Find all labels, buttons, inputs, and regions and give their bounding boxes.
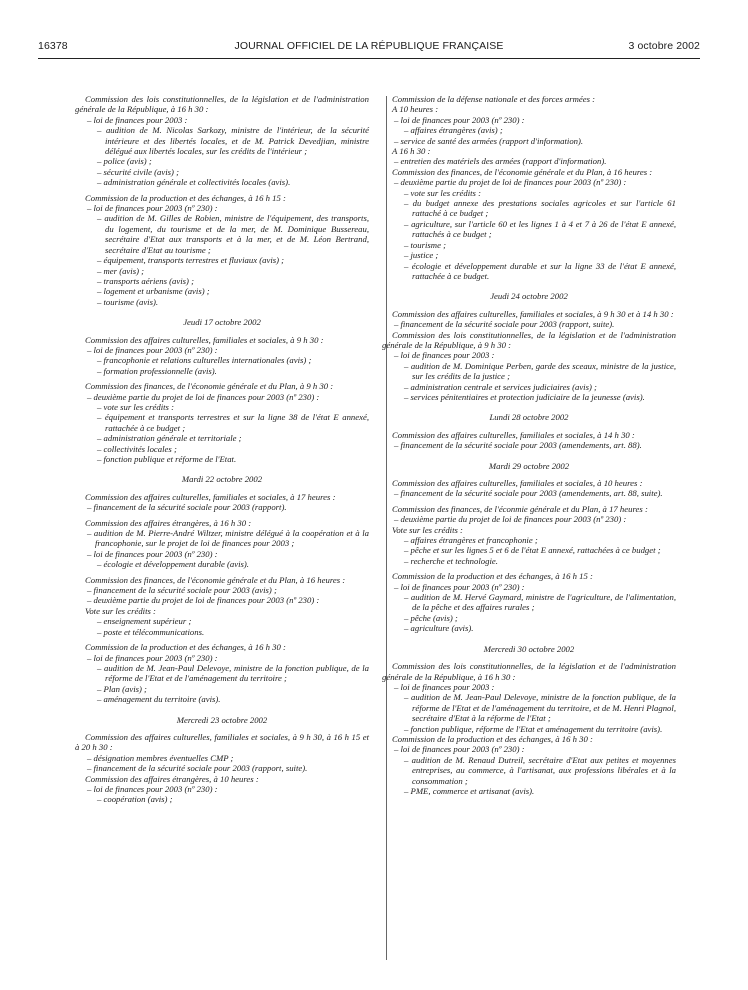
agenda-item: – deuxième partie du projet de loi de finances pour 2003 (nº 230) : xyxy=(394,514,627,525)
page-header xyxy=(38,40,700,56)
agenda-subitem: – écologie et développement durable (avis). xyxy=(97,559,249,570)
agenda-subitem: – poste et télécommunications. xyxy=(97,626,205,637)
agenda-item: – audition de M. Pierre-André Wiltzer, ministre délégué à la coopération et à la francophonie, sur le projet de loi de finances pour 2003 ; xyxy=(87,528,369,549)
agenda-subitem: – pêche (avis) ; xyxy=(404,612,458,623)
agenda-subitem: – collectivités locales ; xyxy=(97,443,177,454)
commission-heading: Vote sur les crédits : xyxy=(392,524,463,535)
agenda-subitem: – transports aériens (avis) ; xyxy=(97,275,195,286)
agenda-subitem: – justice ; xyxy=(404,250,439,261)
commission-heading: Commission des lois constitutionnelles, de la législation et de l'administration générale de la République, à 16 h 30 : xyxy=(382,661,676,682)
agenda-subitem: – francophonie et relations culturelles internationales (avis) ; xyxy=(97,355,312,366)
agenda-subitem: – sécurité civile (avis) ; xyxy=(97,166,180,177)
day-heading: Mercredi 30 octobre 2002 xyxy=(483,643,575,654)
agenda-subitem: – équipement, transports terrestres et fluviaux (avis) ; xyxy=(97,255,285,266)
commission-heading: Commission des affaires étrangères, à 10 heures : xyxy=(85,773,259,784)
commission-heading: Commission des lois constitutionnelles, de la législation et de l'administration générale de la République, à 9 h 30 : xyxy=(382,329,676,350)
agenda-subitem: – équipement et transports terrestres et sur la ligne 38 de l'état E annexé, rattachée à ce budget ; xyxy=(97,412,369,433)
commission-heading: Commission des lois constitutionnelles, de la législation et de l'administration générale de la République, à 16 h 30 : xyxy=(75,94,369,115)
commission-heading: Commission des finances, de l'économie générale et du Plan, à 16 heures : xyxy=(85,574,346,585)
commission-heading: Commission des affaires culturelles, familiales et sociales, à 9 h 30 : xyxy=(85,334,324,345)
agenda-subitem: – tourisme ; xyxy=(404,239,446,250)
agenda-subitem: – administration générale et collectivités locales (avis). xyxy=(97,177,291,188)
agenda-subitem: – affaires étrangères et francophonie ; xyxy=(404,535,538,546)
commission-heading: Commission de la production et des échanges, à 16 h 15 : xyxy=(392,571,593,582)
commission-heading: Commission des affaires culturelles, familiales et sociales, à 10 heures : xyxy=(392,478,643,488)
agenda-item: – financement de la sécurité sociale pour 2003 (rapport, suite). xyxy=(394,319,615,330)
agenda-subitem: – audition de M. Dominique Perben, garde des sceaux, ministre de la justice, sur les crédits de la justice ; xyxy=(404,360,676,382)
agenda-subitem: – audition de M. Jean-Paul Delevoye, ministre de la fonction publique, de la réforme de l'Etat et de l'aménagement du territoire ; xyxy=(97,662,369,684)
commission-heading: Commission des affaires culturelles, familiales et sociales, à 9 h 30, à 16 h 15 et à 20 h 30 : xyxy=(75,731,369,753)
agenda-subitem: – audition de M. Nicolas Sarkozy, ministre de l'intérieur, de la sécurité intérieure et des libertés locales, et de M. Patrick Devedjian, ministre délégué aux libertés locales, sur les crédits de l'intérieur ; xyxy=(97,125,369,157)
agenda-item: – financement de la sécurité sociale pour 2003 (amendements, art. 88, suite). xyxy=(394,488,663,499)
agenda-item: – financement de la sécurité sociale pour 2003 (rapport). xyxy=(87,502,287,513)
agenda-item: – financement de la sécurité sociale pour 2003 (amendements, art. 88). xyxy=(394,440,642,451)
agenda-item: – service de santé des armées (rapport d'information). xyxy=(394,135,584,146)
day-heading: Lundi 28 octobre 2002 xyxy=(489,412,569,423)
commission-heading: A 16 h 30 : xyxy=(392,146,431,157)
page-number: 16378 xyxy=(38,40,68,52)
commission-heading: A 10 heures : xyxy=(392,104,439,115)
agenda-item: – financement de la sécurité sociale pour 2003 (rapport, suite). xyxy=(87,763,308,774)
commission-heading: Commission des finances, de l'économie générale et du Plan, à 16 heures : xyxy=(392,166,653,177)
commission-heading: Commission de la défense nationale et des forces armées : xyxy=(392,94,596,104)
agenda-item: – entretien des matériels des armées (rapport d'information). xyxy=(394,156,607,167)
agenda-subitem: – agriculture, sur l'article 60 et les lignes 1 à 4 et 7 à 26 de l'état E annexé, rattachés à ce budget ; xyxy=(404,218,676,240)
agenda-subitem: – vote sur les crédits : xyxy=(404,187,481,198)
agenda-subitem: – aménagement du territoire (avis). xyxy=(97,694,221,705)
agenda-subitem: – fonction publique et réforme de l'Etat. xyxy=(97,454,237,464)
commission-heading: Commission des affaires étrangères, à 16 h 30 : xyxy=(85,517,252,528)
agenda-subitem: – audition de M. Jean-Paul Delevoye, ministre de la fonction publique, de la réforme de l'Etat et de l'aménagement du territoire, et de M. Henri Plagnol, secrétaire d'Etat à la réforme de l'Etat ; xyxy=(404,692,676,724)
commission-heading: Commission de la production et des échanges, à 16 h 30 : xyxy=(392,733,593,744)
journal-title: JOURNAL OFFICIEL DE LA RÉPUBLIQUE FRANÇAISE xyxy=(234,40,504,52)
agenda-item: – loi de finances pour 2003 (nº 230) : xyxy=(87,652,218,663)
agenda-subitem: – administration générale et territoriale ; xyxy=(97,433,242,444)
agenda-item: – deuxième partie du projet de loi de finances pour 2003 (nº 230) : xyxy=(87,391,320,402)
commission-heading: Commission des affaires culturelles, familiales et sociales, à 17 heures : xyxy=(85,491,336,502)
agenda-subitem: – tourisme (avis). xyxy=(97,296,159,307)
agenda-item: – deuxième partie du projet de loi de finances pour 2003 (nº 230) : xyxy=(87,595,320,606)
day-heading: Mardi 29 octobre 2002 xyxy=(488,460,570,471)
left-column xyxy=(75,94,369,805)
agenda-subitem: – recherche et technologie. xyxy=(404,555,498,566)
commission-heading: Vote sur les crédits : xyxy=(85,605,156,616)
agenda-subitem: – fonction publique, réforme de l'Etat et aménagement du territoire (avis). xyxy=(404,723,663,734)
commission-heading: Commission des affaires culturelles, familiales et sociales, à 14 h 30 : xyxy=(392,429,635,440)
agenda-subitem: – logement et urbanisme (avis) ; xyxy=(97,286,210,297)
agenda-item: – deuxième partie du projet de loi de finances pour 2003 (nº 230) : xyxy=(394,177,627,188)
agenda-item: – loi de finances pour 2003 (nº 230) : xyxy=(87,344,218,355)
agenda-subitem: – formation professionnelle (avis). xyxy=(97,365,217,376)
agenda-subitem: – audition de M. Hervé Gaymard, ministre de l'agriculture, de l'alimentation, de la pêche et des affaires rurales ; xyxy=(404,592,676,613)
day-heading: Jeudi 17 octobre 2002 xyxy=(183,317,261,328)
agenda-subitem: – enseignement supérieur ; xyxy=(97,616,192,627)
agenda-subitem: – PME, commerce et artisanat (avis). xyxy=(404,785,535,796)
agenda-subitem: – coopération (avis) ; xyxy=(97,794,173,805)
day-heading: Mardi 22 octobre 2002 xyxy=(181,474,263,485)
issue-date: 3 octobre 2002 xyxy=(628,40,700,52)
right-column xyxy=(382,94,676,796)
agenda-item: – loi de finances pour 2003 (nº 230) : xyxy=(87,783,218,794)
agenda-subitem: – vote sur les crédits : xyxy=(97,401,174,412)
agenda-subitem: – police (avis) ; xyxy=(97,156,152,167)
commission-heading: Commission de la production et des échanges, à 16 h 15 : xyxy=(85,192,286,203)
agenda-item: – loi de finances pour 2003 (nº 230) : xyxy=(87,203,218,214)
agenda-item: – loi de finances pour 2003 : xyxy=(394,681,495,692)
agenda-item: – loi de finances pour 2003 : xyxy=(87,114,188,125)
agenda-subitem: – services pénitentiaires et protection judiciaire de la jeunesse (avis). xyxy=(404,391,645,402)
agenda-subitem: – mer (avis) ; xyxy=(97,265,145,276)
agenda-subitem: – affaires étrangères (avis) ; xyxy=(404,125,503,136)
agenda-subitem: – Plan (avis) ; xyxy=(97,683,147,694)
agenda-subitem: – pêche et sur les lignes 5 et 6 de l'état E annexé, rattachées à ce budget ; xyxy=(404,545,661,556)
commission-heading: Commission des affaires culturelles, familiales et sociales, à 9 h 30 et à 14 h 30 : xyxy=(392,308,674,319)
commission-heading: Commission des finances, de l'éconmie générale et du Plan, à 17 heures : xyxy=(392,503,648,514)
agenda-item: – financement de la sécurité sociale pour 2003 (avis) ; xyxy=(87,585,277,596)
agenda-item: – loi de finances pour 2003 : xyxy=(394,350,495,361)
agenda-subitem: – audition de M. Gilles de Robien, ministre de l'équipement, des transports, du logement, du tourisme et de la mer, de M. Dominique Bussereau, secrétaire d'Etat aux transports et à la mer, et de M. Léon Bertrand, secrétaire d'Etat au tourisme ; xyxy=(97,213,369,255)
agenda-subitem: – audition de M. Renaud Dutreil, secrétaire d'Etat aux petites et moyennes entreprises, au commerce, à l'artisanat, aux professions libérales et à la consommation ; xyxy=(404,754,676,786)
agenda-item: – loi de finances pour 2003 (nº 230) : xyxy=(394,114,525,125)
agenda-subitem: – du budget annexe des prestations sociales agricoles et sur l'article 61 rattaché à ce budget ; xyxy=(404,198,676,219)
agenda-item: – désignation membres éventuelles CMP ; xyxy=(87,752,234,763)
agenda-item: – loi de finances pour 2003 (nº 230) : xyxy=(87,548,218,559)
header-rule xyxy=(38,58,700,59)
commission-heading: Commission de la production et des échanges, à 16 h 30 : xyxy=(85,642,286,653)
agenda-item: – loi de finances pour 2003 (nº 230) : xyxy=(394,744,525,755)
agenda-subitem: – écologie et développement durable et sur la ligne 33 de l'état E annexé, rattachée à ce budget. xyxy=(404,260,676,281)
day-heading: Jeudi 24 octobre 2002 xyxy=(490,291,568,302)
commission-heading: Commission des finances, de l'économie générale et du Plan, à 9 h 30 : xyxy=(85,381,334,392)
agenda-item: – loi de finances pour 2003 (nº 230) : xyxy=(394,581,525,592)
agenda-subitem: – agriculture (avis). xyxy=(404,623,474,634)
agenda-subitem: – administration centrale et services judiciaires (avis) ; xyxy=(404,381,597,392)
day-heading: Mercredi 23 octobre 2002 xyxy=(176,714,268,725)
